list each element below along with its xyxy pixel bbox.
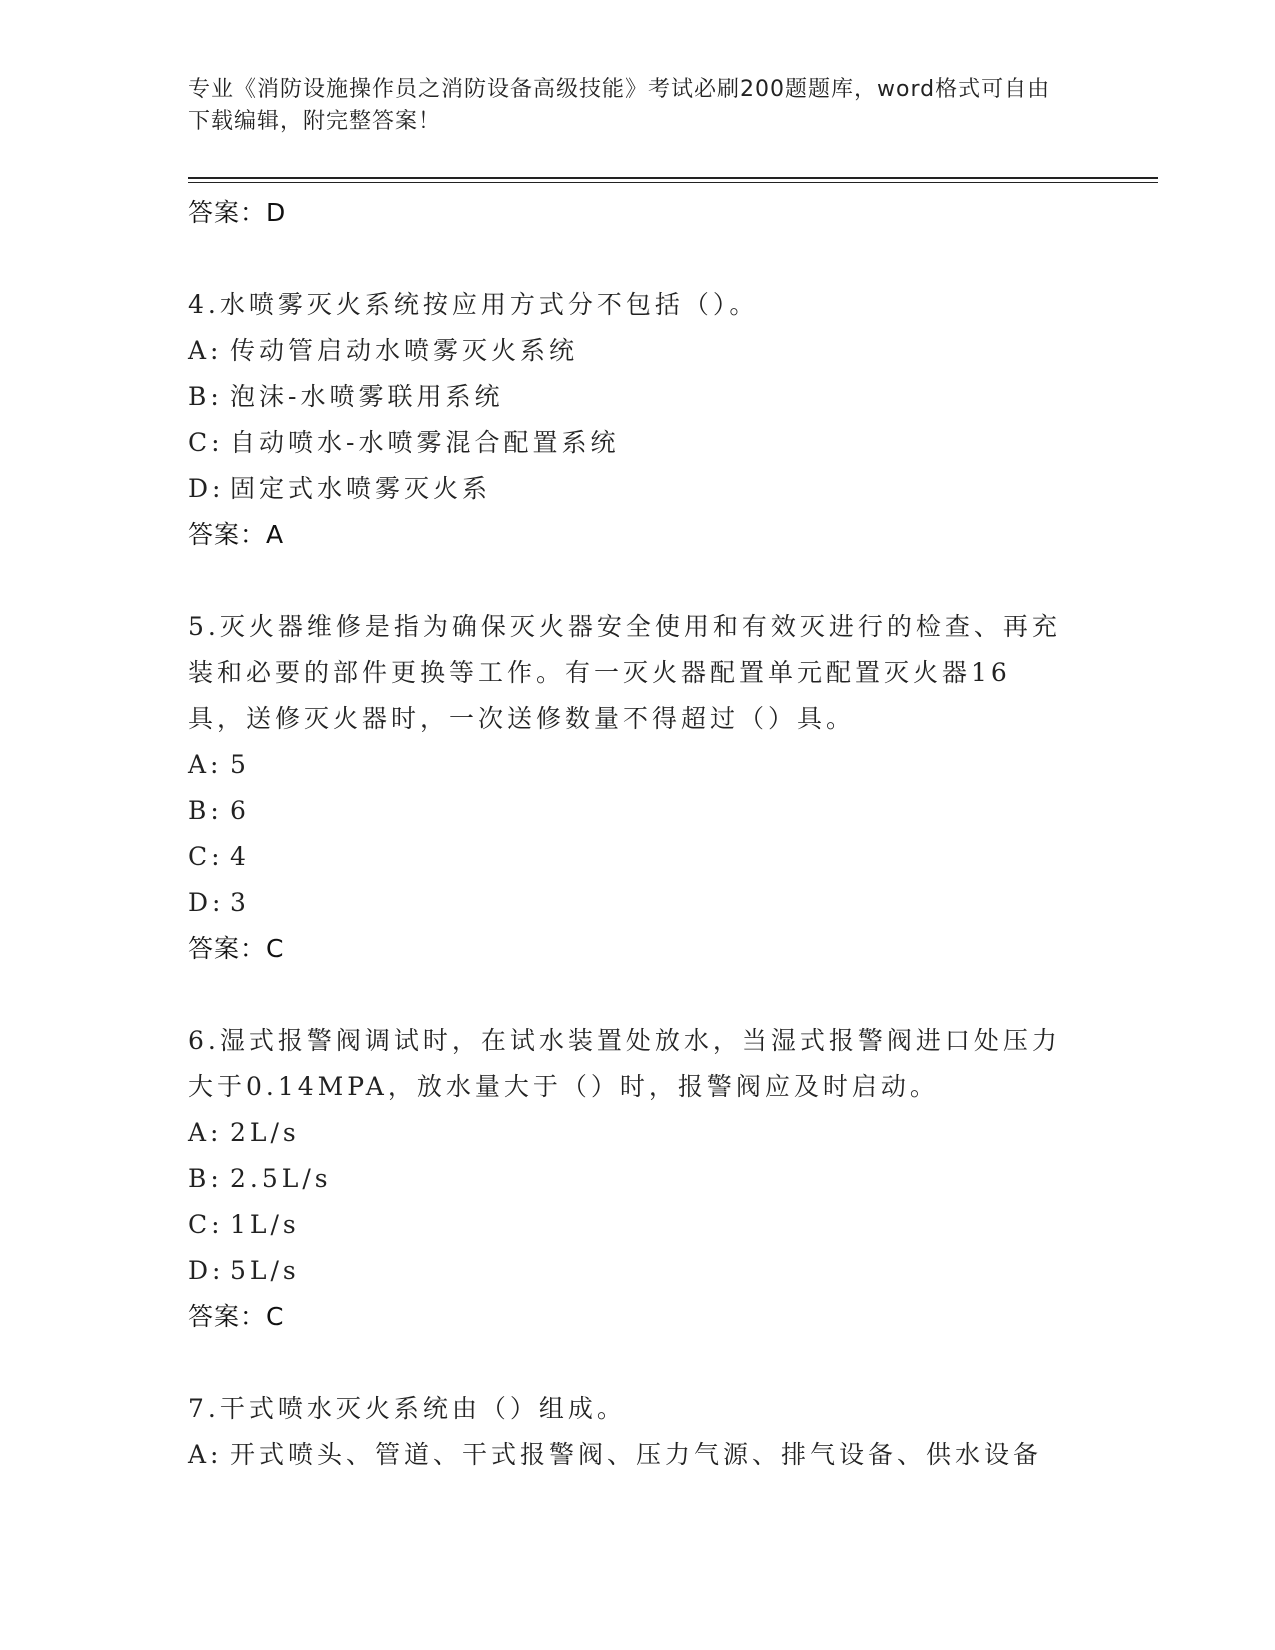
option-letter: C: xyxy=(188,1210,224,1239)
option-c xyxy=(188,1202,1068,1248)
option-a xyxy=(188,328,1068,374)
header-divider-thick xyxy=(188,177,1158,179)
question-list xyxy=(188,190,1068,1478)
option-letter: D: xyxy=(188,474,225,503)
option-b xyxy=(188,788,1068,834)
question-item xyxy=(188,1386,1068,1478)
option-letter: A: xyxy=(188,1118,223,1147)
option-a xyxy=(188,742,1068,788)
question-answer: 答案：C xyxy=(188,934,285,963)
option-letter: A: xyxy=(188,336,223,365)
option-d xyxy=(188,466,1068,512)
option-letter: A: xyxy=(188,1440,223,1469)
option-letter: C: xyxy=(188,428,224,457)
option-text: 传动管启动水喷雾灭火系统 xyxy=(230,336,579,365)
option-letter: C: xyxy=(188,842,224,871)
option-b xyxy=(188,1156,1068,1202)
option-text: 5 xyxy=(230,750,250,779)
option-text: 2.5L/s xyxy=(230,1164,332,1193)
option-a xyxy=(188,1432,1068,1478)
spacer xyxy=(188,1340,1068,1386)
option-text: 3 xyxy=(230,888,250,917)
option-letter: B: xyxy=(188,1164,223,1193)
option-c xyxy=(188,420,1068,466)
option-text: 开式喷头、管道、干式报警阀、压力气源、排气设备、供水设备 xyxy=(230,1440,1043,1469)
option-b xyxy=(188,374,1068,420)
option-letter: D: xyxy=(188,1256,225,1285)
option-text: 5L/s xyxy=(230,1256,300,1285)
question-answer: 答案：C xyxy=(188,1302,285,1331)
option-text: 泡沫-水喷雾联用系统 xyxy=(230,382,504,411)
option-c xyxy=(188,834,1068,880)
question-stem: 6.湿式报警阀调试时，在试水装置处放水，当湿式报警阀进口处压力大于0.14MPA，放水量大于（）时，报警阀应及时启动。 xyxy=(188,1026,1061,1101)
question-stem: 4.水喷雾灭火系统按应用方式分不包括（）。 xyxy=(188,290,759,319)
question-stem: 5.灭火器维修是指为确保灭火器安全使用和有效灭进行的检查、再充装和必要的部件更换等工作。有一灭火器配置单元配置灭火器16具，送修灭火器时，一次送修数量不得超过（）具。 xyxy=(188,612,1061,733)
spacer xyxy=(188,236,1068,282)
option-d xyxy=(188,880,1068,926)
option-text: 固定式水喷雾灭火系 xyxy=(230,474,492,503)
option-letter: D: xyxy=(188,888,225,917)
question-answer: 答案：A xyxy=(188,520,285,549)
question-item xyxy=(188,604,1068,972)
option-letter: A: xyxy=(188,750,223,779)
spacer xyxy=(188,972,1068,1018)
option-letter: B: xyxy=(188,382,223,411)
option-text: 自动喷水-水喷雾混合配置系统 xyxy=(230,428,620,457)
option-a xyxy=(188,1110,1068,1156)
option-text: 1L/s xyxy=(230,1210,300,1239)
header-divider-thin xyxy=(188,182,1158,183)
option-letter: B: xyxy=(188,796,223,825)
option-text: 2L/s xyxy=(230,1118,300,1147)
question-stem: 7.干式喷水灭火系统由（）组成。 xyxy=(188,1394,626,1423)
option-text: 6 xyxy=(230,796,250,825)
question-item xyxy=(188,1018,1068,1340)
question-item xyxy=(188,282,1068,558)
previous-question-answer: 答案：D xyxy=(188,198,287,227)
spacer xyxy=(188,558,1068,604)
option-text: 4 xyxy=(230,842,250,871)
document-header-title: 专业《消防设施操作员之消防设备高级技能》考试必刷200题题库，word格式可自由下载编辑，附完整答案！ xyxy=(188,77,1051,134)
option-d xyxy=(188,1248,1068,1294)
